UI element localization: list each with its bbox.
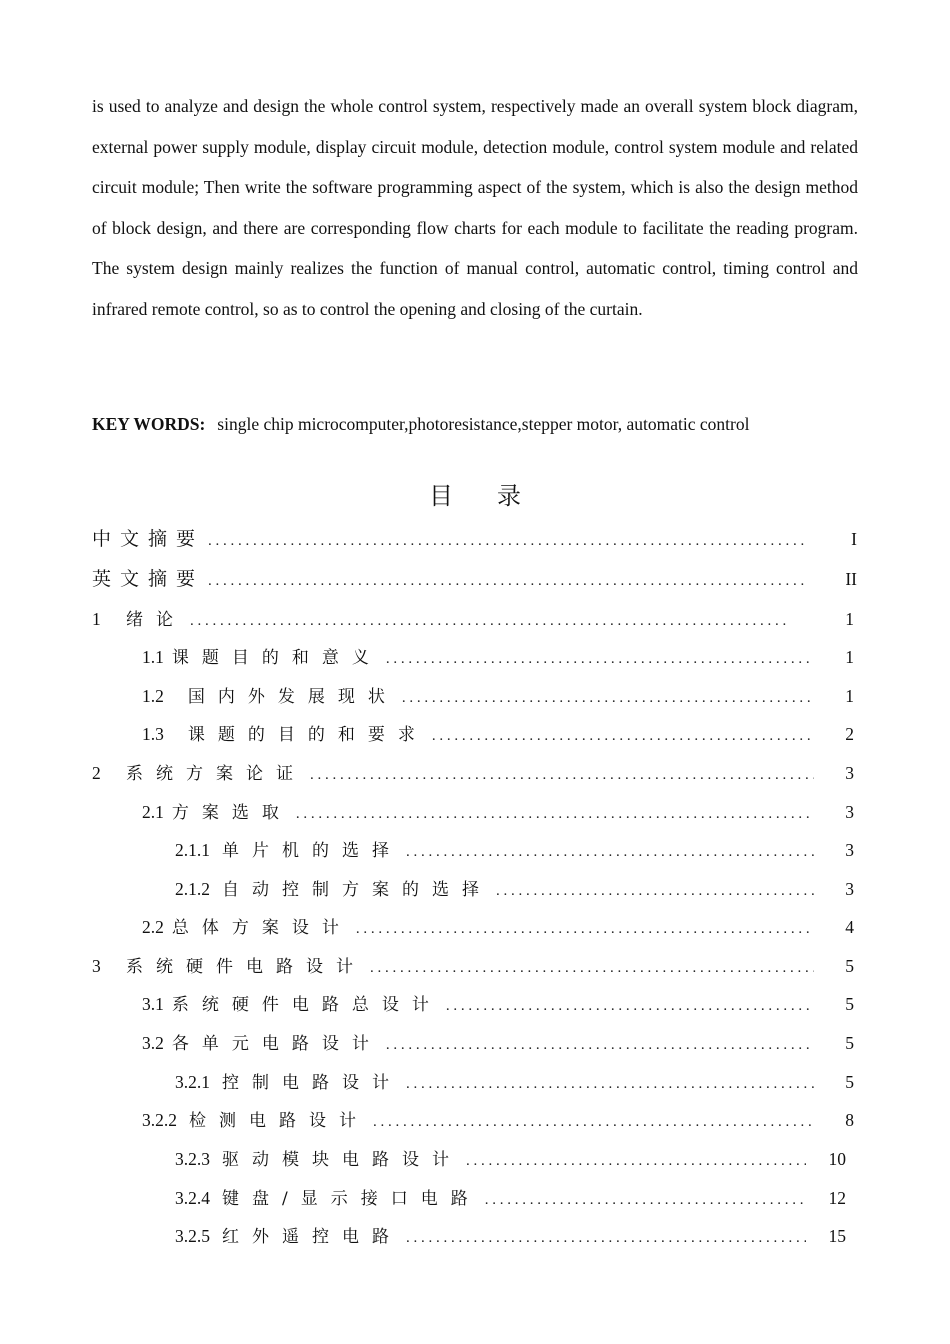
toc-title-part1: 目 — [429, 482, 453, 510]
toc-entry-number: 3 — [92, 956, 101, 976]
toc-leader-dots — [208, 523, 817, 559]
abstract-paragraph: is used to analyze and design the whole control system, respectively made an overall system block diagram, external power supply module, display circuit module, detection module, control system module and related circuit module; Then write the software programming aspect of the system, which is also the design method of block design, and there are corresponding flow charts for each module to facilitate the reading program. The system design mainly realizes the function of manual control, automatic control, timing control and infrared remote control, so as to control the opening and closing of the curtain. — [92, 96, 858, 319]
toc-entry-page: I — [851, 529, 857, 549]
toc-leader-dots — [373, 1104, 814, 1140]
toc-leader-dots — [406, 834, 814, 870]
toc-entry-number: 2 — [92, 763, 101, 783]
toc-leader-dots — [190, 603, 814, 639]
toc-entry-label: 课题目的和意义 — [171, 648, 382, 668]
toc-entry-number: 1.2 — [142, 686, 164, 706]
toc-leader-dots — [356, 911, 814, 947]
toc-entry-number: 3.2.5 — [175, 1226, 210, 1246]
toc-leader-dots — [496, 873, 814, 909]
toc-entry-label: 自动控制方案的选择 — [222, 880, 492, 900]
toc-entry[interactable] — [92, 755, 854, 791]
keywords-text: single chip microcomputer,photoresistance,stepper motor, automatic control — [217, 414, 750, 434]
toc-entry[interactable] — [142, 1025, 854, 1061]
toc-entry-label: 系统硬件电路设计 — [126, 957, 366, 977]
toc-entry-page: 5 — [845, 1072, 854, 1092]
toc-entry-label: 方案选取 — [171, 803, 292, 823]
toc-entry[interactable] — [142, 639, 854, 675]
toc-entry-label: 各单元电路设计 — [171, 1034, 382, 1054]
toc-entry[interactable] — [175, 1180, 846, 1216]
toc-entry-page: 5 — [845, 956, 854, 976]
toc-entry-number: 2.1 — [142, 802, 164, 822]
toc-entry[interactable] — [175, 1218, 846, 1254]
toc-leader-dots — [310, 757, 814, 793]
toc-entry[interactable] — [142, 716, 854, 752]
toc-entry-label: 总体方案设计 — [171, 918, 352, 938]
toc-entry-label: 中文摘要 — [92, 528, 205, 550]
toc-entry-number: 1.1 — [142, 647, 164, 667]
toc-leader-dots — [406, 1066, 814, 1102]
toc-leader-dots — [370, 950, 814, 986]
toc-entry-number: 1 — [92, 609, 101, 629]
toc-entry-number: 3.2 — [142, 1033, 164, 1053]
toc-entry-page: 5 — [845, 1033, 854, 1053]
toc-leader-dots — [386, 1027, 814, 1063]
toc-entry-page: 3 — [845, 840, 854, 860]
toc-entry-page: 2 — [845, 724, 854, 744]
toc-entry[interactable] — [175, 832, 854, 868]
toc-entry-number: 3.1 — [142, 994, 164, 1014]
toc-entry-number: 1.3 — [142, 724, 164, 744]
toc-entry-number: 3.2.2 — [142, 1110, 177, 1130]
toc-entry-page: 1 — [845, 686, 854, 706]
toc-leader-dots — [466, 1143, 806, 1179]
abstract-body — [92, 86, 858, 329]
toc-entry[interactable] — [142, 1102, 854, 1138]
toc-entry-page: 8 — [845, 1110, 854, 1130]
toc-entry-number: 2.2 — [142, 917, 164, 937]
toc-entry-number: 3.2.4 — [175, 1188, 210, 1208]
toc-entry-page: 3 — [845, 879, 854, 899]
toc-entry-page: 1 — [845, 609, 854, 629]
toc-entry-page: 3 — [845, 802, 854, 822]
toc-entry[interactable] — [175, 1141, 846, 1177]
toc-entry-page: 3 — [845, 763, 854, 783]
toc-leader-dots — [402, 680, 814, 716]
toc-entry[interactable] — [92, 948, 854, 984]
toc-entry-label: 驱动模块电路设计 — [222, 1150, 462, 1170]
toc-entry-page: 10 — [828, 1149, 846, 1169]
toc-entry[interactable] — [142, 986, 854, 1022]
toc-entry-page: 5 — [845, 994, 854, 1014]
toc-entry[interactable] — [175, 871, 854, 907]
toc-entry-number: 2.1.2 — [175, 879, 210, 899]
toc-entry-number: 2.1.1 — [175, 840, 210, 860]
toc-entry-label: 检测电路设计 — [189, 1111, 369, 1131]
toc-entry-label: 绪论 — [126, 610, 186, 630]
toc-entry[interactable] — [142, 794, 854, 830]
toc-title — [0, 476, 950, 511]
toc-leader-dots — [296, 796, 814, 832]
toc-entry[interactable] — [142, 909, 854, 945]
toc-entry-label: 单片机的选择 — [222, 841, 402, 861]
toc-entry-label: 系统方案论证 — [126, 764, 306, 784]
toc-leader-dots — [485, 1182, 806, 1218]
toc-leader-dots — [208, 563, 817, 599]
toc-leader-dots — [446, 988, 814, 1024]
toc-entry[interactable] — [92, 601, 854, 637]
toc-entry[interactable] — [92, 561, 857, 597]
toc-leader-dots — [432, 718, 814, 754]
toc-entry-page: 15 — [828, 1226, 846, 1246]
toc-entry[interactable] — [142, 678, 854, 714]
toc-entry-label: 控制电路设计 — [222, 1073, 402, 1093]
toc-entry-page: 4 — [845, 917, 854, 937]
toc-entry-label: 国内外发展现状 — [187, 687, 398, 707]
toc-entry-number: 3.2.3 — [175, 1149, 210, 1169]
keywords-line — [92, 406, 872, 442]
toc-entry-label: 英文摘要 — [92, 568, 205, 590]
toc-title-part2: 录 — [497, 482, 521, 510]
toc-entry-page: 1 — [845, 647, 854, 667]
toc-entry-label: 红外遥控电路 — [222, 1227, 402, 1247]
toc-entry[interactable] — [175, 1064, 854, 1100]
toc-entry-label: 课题的目的和要求 — [187, 725, 428, 745]
toc-entry-page: II — [845, 569, 857, 589]
toc-leader-dots — [406, 1220, 806, 1256]
toc-entry-label: 系统硬件电路总设计 — [171, 995, 442, 1015]
toc-entry-label: 键盘/显示接口电路 — [222, 1189, 481, 1209]
toc-leader-dots — [386, 641, 814, 677]
toc-entry-number: 3.2.1 — [175, 1072, 210, 1092]
toc-entry[interactable] — [92, 521, 857, 557]
toc-entry-page: 12 — [828, 1188, 846, 1208]
keywords-label: KEY WORDS: — [92, 414, 206, 434]
